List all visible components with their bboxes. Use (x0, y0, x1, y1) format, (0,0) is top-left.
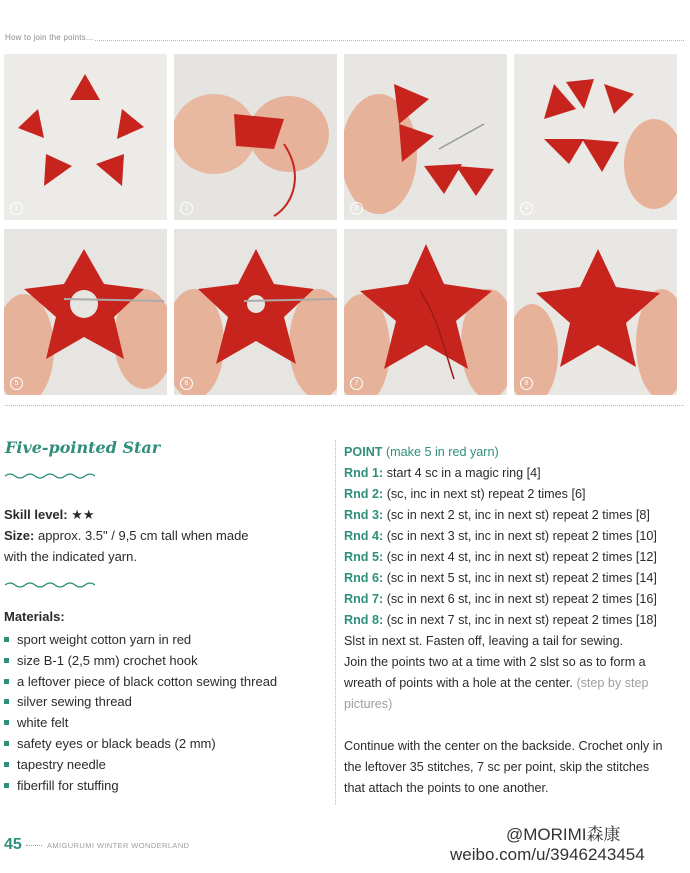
book-title: AMIGURUMI WINTER WONDERLAND (47, 841, 190, 850)
footer-divider (26, 845, 42, 846)
finished-star-illustration (514, 229, 677, 395)
round-row: Rnd 3: (sc in next 2 st, inc in next st) repeat 2 times [8] (344, 508, 650, 522)
finish-line: Slst in next st. Fasten off, leaving a tail for sewing. (344, 634, 624, 648)
points-circle-illustration (4, 54, 167, 220)
join-line: Join the points two at a time with 2 slst so as to form a (344, 655, 646, 669)
section-divider (5, 405, 684, 406)
skill-level (4, 504, 95, 525)
bullet-icon (4, 762, 9, 767)
bullet-icon (4, 637, 9, 642)
bullet-icon (4, 741, 9, 746)
list-item: sport weight cotton yarn in red (4, 630, 277, 651)
step-number: 1 (10, 202, 23, 215)
round-row: Rnd 7: (sc in next 6 st, inc in next st) repeat 2 times [16] (344, 592, 657, 606)
center-line: Continue with the center on the backside. Crochet only in (344, 739, 663, 753)
size-label: Size: (4, 528, 35, 543)
step-photo-4 (514, 54, 677, 220)
bullet-icon (4, 720, 9, 725)
list-item: size B-1 (2,5 mm) crochet hook (4, 651, 277, 672)
round-row: Rnd 8: (sc in next 7 st, inc in next st) repeat 2 times [18] (344, 613, 657, 627)
list-item: a leftover piece of black cotton sewing thread (4, 672, 277, 693)
round-row: Rnd 6: (sc in next 5 st, inc in next st) repeat 2 times [14] (344, 571, 657, 585)
top-divider (95, 40, 684, 41)
step-by-step-note: pictures) (344, 697, 393, 711)
size-value: approx. 3.5" / 9,5 cm tall when made (37, 528, 249, 543)
hook-in-wreath-illustration (4, 229, 167, 395)
backside-illustration (344, 229, 507, 395)
sewing-illustration (174, 54, 337, 220)
round-row: Rnd 2: (sc, inc in next st) repeat 2 times [6] (344, 487, 586, 501)
step-caption: How to join the points... (5, 33, 94, 42)
step-photo-5 (4, 229, 167, 395)
join-line: wreath of points with a hole at the center. (step by step (344, 676, 649, 690)
page-number: 45 (4, 836, 22, 853)
bullet-icon (4, 783, 9, 788)
list-item: tapestry needle (4, 755, 277, 776)
size-line (4, 525, 249, 546)
materials-heading: Materials: (4, 609, 65, 624)
crochet-center-illustration (174, 229, 337, 395)
step-number: 6 (180, 377, 193, 390)
watermark-url: weibo.com/u/3946243454 (450, 845, 645, 864)
step-photo-6 (174, 229, 337, 395)
step-by-step-note: (step by step (576, 676, 649, 690)
wave-divider-icon (5, 581, 95, 589)
list-item: fiberfill for stuffing (4, 776, 277, 797)
list-item: silver sewing thread (4, 692, 277, 713)
skill-stars: ★★ (71, 507, 95, 522)
skill-label: Skill level: (4, 507, 68, 522)
step-photo-8 (514, 229, 677, 395)
watermark-handle: @MORIMI森康 (506, 825, 621, 844)
wave-divider-icon (5, 472, 95, 480)
bullet-icon (4, 699, 9, 704)
bullet-icon (4, 658, 9, 663)
step-number: 7 (350, 377, 363, 390)
bullet-icon (4, 679, 9, 684)
step-photo-7 (344, 229, 507, 395)
round-row: Rnd 4: (sc in next 3 st, inc in next st) repeat 2 times [10] (344, 529, 657, 543)
materials-list (4, 630, 277, 796)
pattern-title: Five-pointed Star (5, 438, 161, 457)
chain-illustration (344, 54, 507, 220)
step-number: 2 (180, 202, 193, 215)
center-line: that attach the points to one another. (344, 781, 549, 795)
step-photo-1 (4, 54, 167, 220)
center-line: the leftover 35 stitches, 7 sc per point, skip the stitches (344, 760, 650, 774)
list-item: safety eyes or black beads (2 mm) (4, 734, 277, 755)
round-row: Rnd 5: (sc in next 4 st, inc in next st) repeat 2 times [12] (344, 550, 657, 564)
wreath-illustration (514, 54, 677, 220)
step-number: 8 (520, 377, 533, 390)
step-number: 4 (520, 202, 533, 215)
column-divider (335, 440, 336, 805)
size-line-2: with the indicated yarn. (4, 549, 137, 564)
point-instructions (344, 442, 684, 799)
step-photo-3 (344, 54, 507, 220)
round-row: Rnd 1: start 4 sc in a magic ring [4] (344, 466, 541, 480)
step-number: 5 (10, 377, 23, 390)
step-number: 3 (350, 202, 363, 215)
list-item: white felt (4, 713, 277, 734)
step-photo-2 (174, 54, 337, 220)
point-heading: POINT (make 5 in red yarn) (344, 445, 499, 459)
